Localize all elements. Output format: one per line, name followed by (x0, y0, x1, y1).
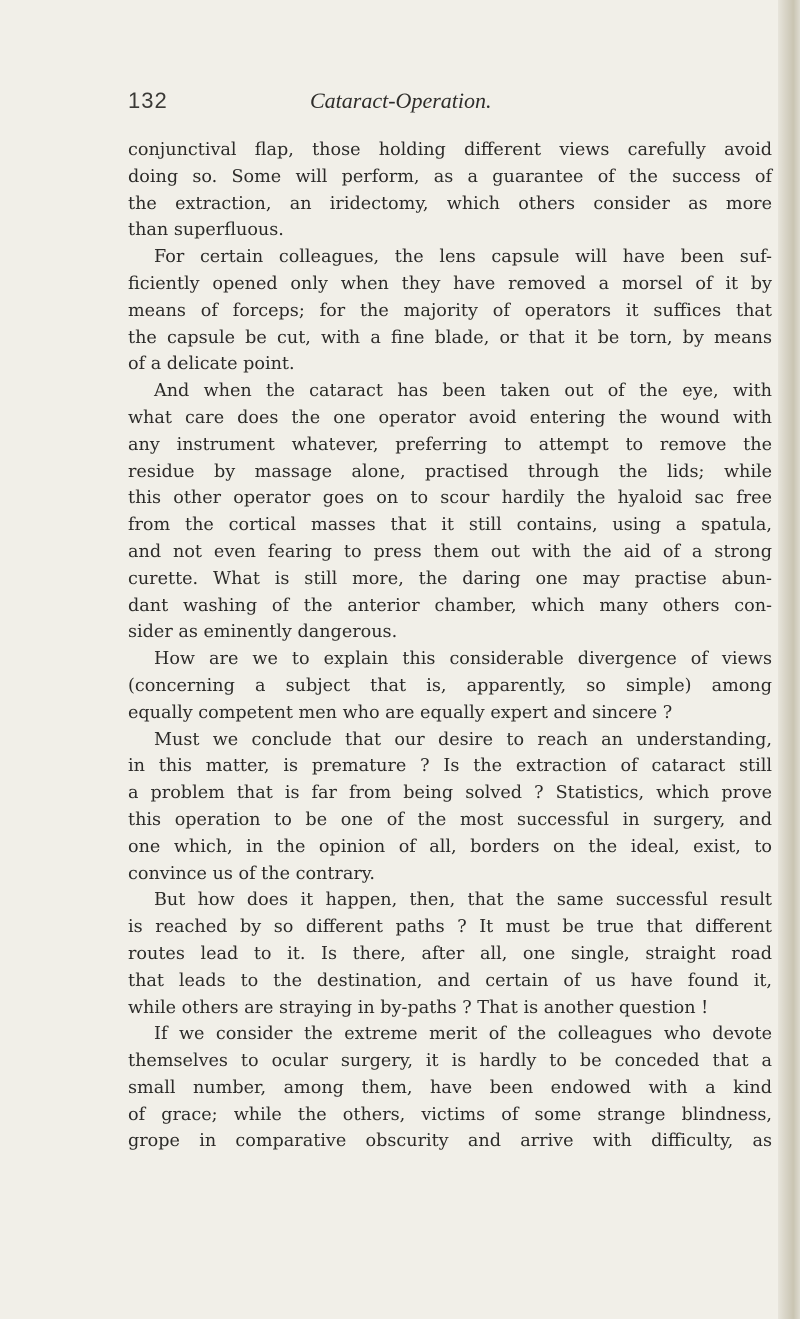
text-line: what care does the one operator avoid entering the wound with (128, 407, 772, 428)
text-line: while others are straying in by-paths ? That is another question ! (128, 997, 709, 1018)
text-line: conjunctival flap, those holding different views carefully avoid (128, 140, 772, 160)
text-line: routes lead to it. Is there, after all, one single, straight road (128, 943, 772, 964)
page-edge-shadow (778, 0, 800, 1319)
text-line: of a delicate point. (128, 354, 295, 375)
text-line: themselves to ocular surgery, it is hardly to be conceded that a (128, 1051, 772, 1072)
text-line: equally competent men who are equally expert and sincere ? (128, 702, 673, 723)
text-line: grope in comparative obscurity and arrive with difficulty, as (128, 1131, 772, 1152)
text-line: that leads to the destination, and certain of us have found it, (128, 970, 772, 991)
text-line: doing so. Some will perform, as a guarantee of the success of (128, 166, 772, 187)
running-title: Cataract-Operation. (310, 88, 492, 113)
text-line: means of forceps; for the majority of operators it suffices that (128, 300, 772, 321)
text-line: this other operator goes on to scour hardily the hyaloid sac free (128, 488, 772, 509)
text-line: a problem that is far from being solved ? Statistics, which prove (128, 783, 772, 804)
text-line: curette. What is still more, the daring one may practise abun- (128, 568, 772, 589)
text-line: of grace; while the others, victims of some strange blindness, (128, 1104, 772, 1125)
text-line: ficiently opened only when they have removed a morsel of it by (128, 273, 772, 294)
body-text (128, 137, 772, 1155)
text-line: residue by massage alone, practised through the lids; while (128, 461, 772, 482)
text-line: dant washing of the anterior chamber, which many others con- (128, 595, 772, 616)
page-header (128, 88, 688, 118)
text-line: And when the cataract has been taken out of the eye, with (154, 381, 772, 402)
text-line: the capsule be cut, with a fine blade, or that it be torn, by means (128, 327, 772, 348)
text-line: is reached by so different paths ? It must be true that different (128, 917, 772, 938)
text-line: the extraction, an iridectomy, which others consider as more (128, 193, 772, 214)
text-line: one which, in the opinion of all, borders on the ideal, exist, to (128, 836, 772, 857)
text-line: this operation to be one of the most successful in surgery, and (128, 809, 772, 830)
text-line: Must we conclude that our desire to reach an understanding, (154, 729, 772, 750)
text-line: convince us of the contrary. (128, 863, 375, 884)
text-line: in this matter, is premature ? Is the extraction of cataract still (128, 756, 772, 777)
text-line: For certain colleagues, the lens capsule will have been suf- (154, 247, 772, 268)
text-line: (concerning a subject that is, apparently, so simple) among (128, 675, 772, 696)
page-number: 132 (128, 88, 168, 113)
text-line: from the cortical masses that it still contains, using a spatula, (128, 515, 772, 536)
text-line: and not even fearing to press them out with the aid of a strong (128, 541, 772, 562)
text-line: than superfluous. (128, 220, 284, 241)
text-line: any instrument whatever, preferring to attempt to remove the (128, 434, 772, 455)
text-line: How are we to explain this considerable divergence of views (154, 649, 772, 670)
text-line: But how does it happen, then, that the same successful result (154, 890, 772, 911)
text-line: sider as eminently dangerous. (128, 622, 398, 643)
text-line: If we consider the extreme merit of the colleagues who devote (154, 1024, 772, 1045)
text-line: small number, among them, have been endowed with a kind (128, 1077, 772, 1098)
